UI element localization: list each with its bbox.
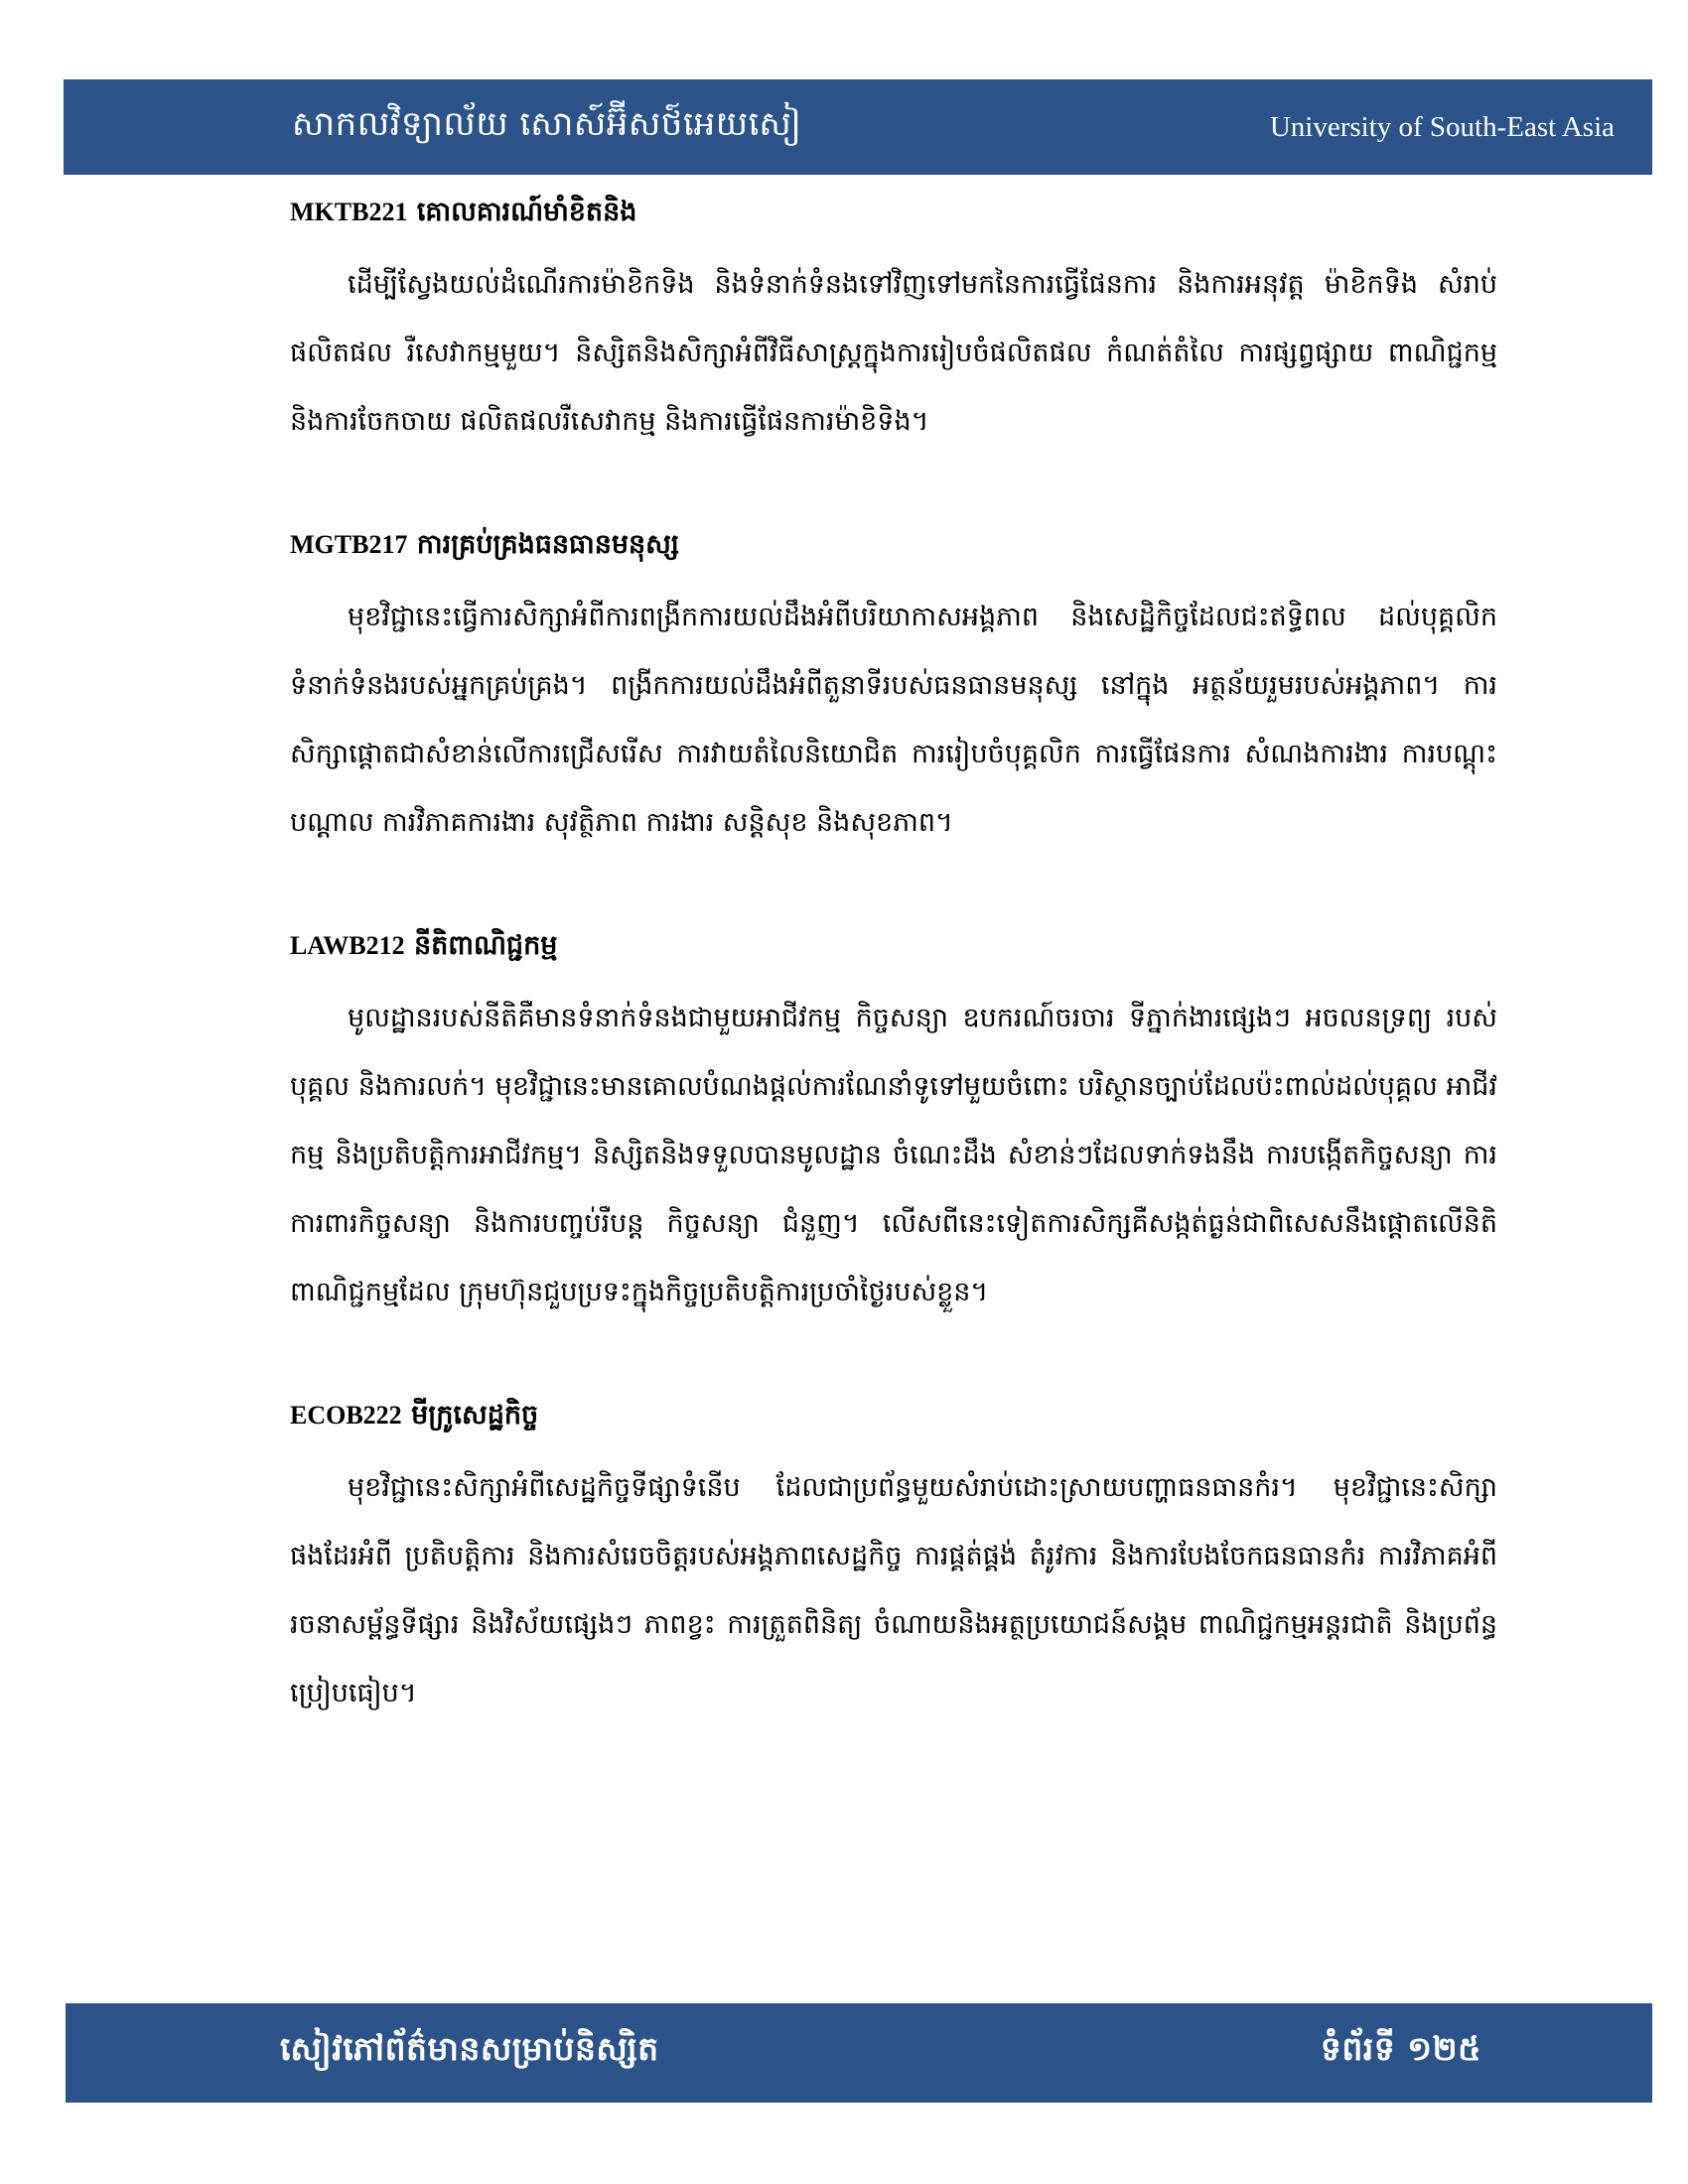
university-name-english: University of South-East Asia <box>1269 110 1615 143</box>
page-body <box>290 189 1497 1793</box>
course-code: MGTB217 <box>290 530 408 559</box>
course-heading <box>290 189 1497 236</box>
course-code: LAWB212 <box>290 931 405 960</box>
handbook-title: សៀវភៅព័ត៌មានសម្រាប់និស្សិត <box>280 2029 659 2068</box>
course-section <box>290 521 1497 857</box>
page-footer <box>66 2003 1652 2103</box>
page-header <box>64 79 1652 175</box>
course-section <box>290 1392 1497 1727</box>
course-heading <box>290 922 1497 970</box>
course-description: មុខវិជ្ជានេះសិក្សាអំពីសេដ្ឋកិច្ចទីផ្សាទំនើប ដែលជាប្រព័ន្ធមួយសំរាប់ដោះស្រាយបញ្ហាធនធានកំរ។ មុខវិជ្ជានេះសិក្សា ផងដែរអំពី ប្រតិបត្តិការ និងការសំរេចចិត្តរបស់អង្គភាពសេដ្ឋកិច្ច ការផ្គត់ផ្គង់ តំរូវការ និងការបែងចែកធនធានកំរ ការវិភាគអំពីរចនាសម្ព័ន្ធទីផ្សារ និងវិស័យផ្សេងៗ ភាពខ្វះ ការត្រួតពិនិត្យ ចំណាយនិងអត្ថប្រយោជន៍សង្គម ពាណិជ្ជកម្មអន្តរជាតិ និងប្រព័ន្ធប្រៀបធៀប។ <box>290 1472 1497 1708</box>
course-section <box>290 189 1497 456</box>
course-heading <box>290 521 1497 569</box>
course-section <box>290 922 1497 1326</box>
course-name: មីក្រូសេដ្ឋកិច្ច <box>411 1400 539 1431</box>
course-code: ECOB222 <box>290 1401 402 1430</box>
course-name: ការគ្រប់គ្រងធនធានមនុស្ស <box>416 529 679 560</box>
course-code: MKTB221 <box>290 198 408 226</box>
course-description: ដើម្បីស្វែងយល់ដំណើរការម៉ាខិកទិង និងទំនាក់ទំនងទៅវិញទៅមកនៃការធ្វើផែនការ និងការអនុវត្ត ម៉ាខិកទិង សំរាប់ផលិតផល រឺសេវាកម្មមួយ។ និស្សិតនិងសិក្សាអំពីវិធីសាស្ត្រក្នុងការរៀបចំផលិតផល កំណត់តំលៃ ការផ្សព្វផ្សាយ ពាណិជ្ជកម្ម និងការចែកចាយ ផលិតផលរឺសេវាកម្ម និងការធ្វើផែនការម៉ាខិទិង។ <box>290 269 1497 437</box>
course-heading <box>290 1392 1497 1439</box>
course-name: គោលគារណ៍មាំខិតនិង <box>416 197 637 227</box>
course-name: នីតិពាណិជ្ជកម្ម <box>413 930 558 961</box>
page-number: ទំព័រទី ១២៥ <box>1320 2029 1481 2068</box>
course-description: មុខវិជ្ជានេះធ្វើការសិក្សាអំពីការពង្រីកការយល់ដឹងអំពីបរិយាកាសអង្គភាព និងសេដ្ឋិកិច្ចដែលជះឥទ្ធិពល ដល់បុគ្គលិក ទំនាក់ទំនងរបស់អ្នកគ្រប់គ្រង។ ពង្រីកការយល់ដឹងអំពីតួនាទីរបស់ធនធានមនុស្ស នៅក្នុង អត្ថន័យរួមរបស់អង្គភាព។ ការសិក្សាផ្តោតជាសំខាន់លើការជ្រើសរើស ការវាយតំលៃនិយោជិត ការរៀបចំបុគ្គលិក ការធ្វើផែនការ សំណងការងារ ការបណ្តុះបណ្តាល ការវិភាគការងារ សុវត្ថិភាព ការងារ សន្តិសុខ និងសុខភាព។ <box>290 602 1497 838</box>
university-name-khmer: សាកលវិទ្យាល័យ សោស៍អ៊ីសថ៍អេយសៀ <box>292 104 802 144</box>
course-description: មូលដ្ឋានរបស់នីតិគឺមានទំនាក់ទំនងជាមួយអាជីវកម្ម កិច្ចសន្យា ឧបករណ៍ចរចារ ទីភ្នាក់ងារផ្សេងៗ អចលនទ្រព្យ របស់បុគ្គល និងការលក់។ មុខវិជ្ជានេះមានគោលបំណងផ្តល់ការណែនាំទូទៅមួយចំពោះ បរិស្ថានច្បាប់ដែលប៉ះពាល់ដល់បុគ្គល អាជីវកម្ម និងប្រតិបត្តិការអាជីវកម្ម។ និស្សិតនិងទទួលបានមូលដ្ឋាន ចំណេះដឹង សំខាន់ៗដែលទាក់ទងនឹង ការបង្កើតកិច្ចសន្យា ការការពារកិច្ចសន្យា និងការបញ្ចប់រឺបន្ត កិច្ចសន្យា ជំនួញ។ លើសពីនេះទៀតការសិក្សគឺសង្កត់ធ្ងន់ជាពិសេសនឹងផ្តោតលើនិតិពាណិជ្ជកម្មដែល ក្រុមហ៊ុនជួបប្រទះក្នុងកិច្ចប្រតិបត្តិការប្រចាំថ្ងៃរបស់ខ្លួន។ <box>290 1003 1497 1307</box>
